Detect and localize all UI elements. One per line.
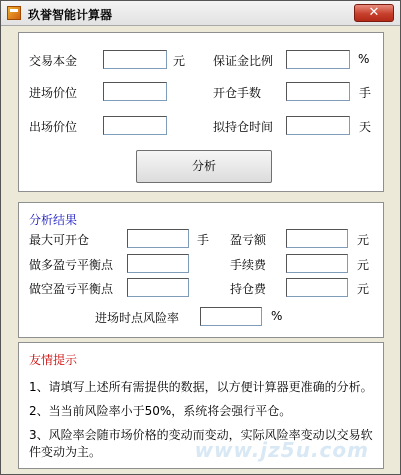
- fee-output[interactable]: [286, 254, 348, 273]
- profit-loss-output[interactable]: [286, 229, 348, 248]
- entry-risk-output[interactable]: [200, 307, 262, 326]
- results-title: 分析结果: [29, 213, 78, 227]
- results-panel: [18, 202, 384, 338]
- exit-price-input[interactable]: [103, 116, 167, 135]
- principal-label: 交易本金: [29, 54, 78, 68]
- hold-time-label: 拟持仓时间: [213, 120, 274, 134]
- holding-fee-unit: 元: [357, 282, 370, 296]
- long-breakeven-label: 做多盈亏平衡点: [29, 258, 114, 272]
- calculator-app-icon: [7, 6, 21, 20]
- margin-ratio-label: 保证金比例: [213, 54, 274, 68]
- open-lots-unit: 手: [359, 86, 372, 100]
- tip-item-2: 2、当当前风险率小于50%，系统将会强行平仓。: [29, 404, 292, 418]
- principal-input[interactable]: [103, 50, 167, 69]
- input-panel: [18, 32, 384, 192]
- principal-unit: 元: [173, 54, 186, 68]
- holding-fee-output[interactable]: [286, 278, 348, 297]
- short-breakeven-output[interactable]: [127, 278, 189, 297]
- exit-price-label: 出场价位: [29, 120, 78, 134]
- margin-ratio-unit: %: [358, 52, 370, 66]
- title-bar[interactable]: [1, 1, 400, 26]
- hold-time-input[interactable]: [286, 116, 350, 135]
- window-title: 玖誉智能计算器: [28, 8, 113, 22]
- tips-title: 友情提示: [29, 353, 78, 367]
- max-open-output[interactable]: [127, 229, 189, 248]
- fee-unit: 元: [357, 258, 370, 272]
- fee-label: 手续费: [230, 258, 267, 272]
- entry-price-label: 进场价位: [29, 86, 78, 100]
- holding-fee-label: 持仓费: [230, 282, 267, 296]
- max-open-label: 最大可开仓: [29, 233, 90, 247]
- entry-risk-unit: %: [271, 309, 283, 323]
- profit-loss-unit: 元: [357, 233, 370, 247]
- analyze-button[interactable]: 分析: [136, 150, 272, 183]
- watermark: www.jz5u.com: [194, 438, 369, 462]
- hold-time-unit: 天: [359, 120, 372, 134]
- short-breakeven-label: 做空盈亏平衡点: [29, 282, 114, 296]
- open-lots-label: 开仓手数: [213, 86, 262, 100]
- max-open-unit: 手: [197, 233, 210, 247]
- tip-item-1: 1、请填写上述所有需提供的数据，以方便计算器更准确的分析。: [29, 380, 373, 394]
- entry-price-input[interactable]: [103, 82, 167, 101]
- long-breakeven-output[interactable]: [127, 254, 189, 273]
- profit-loss-label: 盈亏额: [230, 233, 267, 247]
- tip-item-3: 3、风险率会随市场价格的变动而变动，实际风险率变动以交易软件变动为主。: [29, 428, 373, 459]
- window-body: [1, 26, 400, 474]
- tips-panel: [18, 342, 384, 469]
- entry-risk-label: 进场时点风险率: [95, 311, 180, 325]
- open-lots-input[interactable]: [286, 82, 350, 101]
- margin-ratio-input[interactable]: [286, 50, 350, 69]
- close-button[interactable]: ✕: [354, 4, 394, 22]
